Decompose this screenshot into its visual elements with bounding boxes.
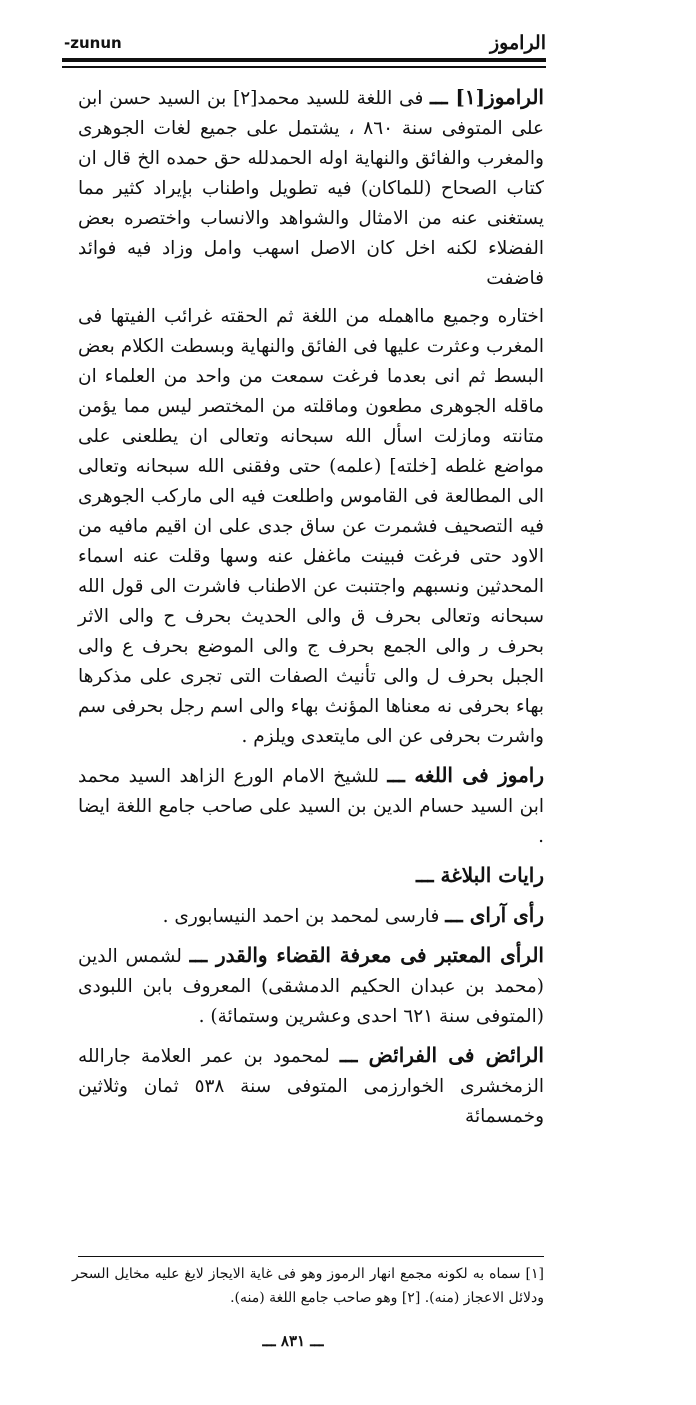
entry-text: للشيخ الامام الورع الزاهد السيد محمد ابن السيد حسام الدين بن السيد على صاحب جامع اللغة ايضا .: [78, 766, 544, 847]
entry-text: اختاره وجميع مااهمله من اللغة ثم الحقته غرائب الفيتها فى المغرب وعثرت عليها فى الفائق والنهاية وبسطت الكلام بعض البسط ثم انى بعدما فرغت سمعت من واحد من العلماء ان ماقله الجوهرى مطعون وماقلته من المختصر ليس مما يؤمن متانته ومازلت اسأل الله سبحانه وتعالى ان يطلعنى على مواضع غلطه [خلته] (علمه) حتى وفقنى الله سبحانه وتعالى الى المطالعة فى القاموس واطلعت فيه الى مارکب الجوهرى فيه التصحيف فشمرت عن ساق جدى على ان اقيم مافيه من الاود حتى فرغت فبينت ماغفل عنه وسها وقلت عنه اسماء المحدثين ونسبهم واجتنبت عن الاطناب فاشرت الى قول الله سبحانه وتعالى بحرف ق والى الحديث بحرف ح والى الاثر بحرف ر والى الجمع بحرف ج والى الموضع بحرف ع والى الجبل بحرف ل والى تأنيث الصفات التى تجرى على مذكرها بهاء بحرفى نه معناها المؤنث بهاء والى اسم رجل بحرفى سم واشرت بحرفى عن الى مايتعدى ويلزم .: [78, 306, 544, 747]
entry-paragraph: [78, 940, 544, 1032]
entry-paragraph: [78, 302, 544, 752]
entry-heading: الرأى المعتبر فى معرفة القضاء والقدر ـــ: [189, 943, 544, 967]
running-header-title: الراموز: [490, 32, 546, 54]
entry-paragraph: [78, 82, 544, 294]
running-header-left: -zunun: [64, 34, 122, 52]
entry-heading: الرائض فى الفرائض ـــ: [339, 1043, 544, 1067]
entry-text: فارسى لمحمد بن احمد النيسابورى .: [162, 906, 440, 927]
footnote-divider: [78, 1256, 544, 1257]
main-text: [78, 82, 544, 1140]
footnotes: [١] سماه به لكونه مجمع انهار الرموز وهو فى غاية الايجاز لايغ عليه مخايل السحر ودلائل الاعجاز (منه). [٢] وهو صاحب جامع اللغة (منه).: [72, 1266, 544, 1306]
entry-paragraph: [78, 900, 544, 932]
entry-text: لمحمود بن عمر العلامة جارالله الزمخشرى الخوارزمى المتوفى سنة ٥٣٨ ثمان وثلاثين وخمسمائة: [78, 1046, 544, 1127]
header-rule-thick: [62, 58, 546, 62]
entry-paragraph: [78, 760, 544, 852]
entry-heading: الراموز[١] ـــ: [430, 85, 544, 109]
header-rule-thin: [62, 66, 546, 68]
entry-text: لشمس الدين (محمد بن عبدان الحكيم الدمشقى) المعروف بابن اللبودى (المتوفى سنة ٦٢١ احدى وعشرين وستمائة) .: [78, 946, 544, 1027]
entry-paragraph: [78, 1040, 544, 1132]
entry-heading: راموز فى اللغه ـــ: [387, 763, 544, 787]
page-number: ـــ ٨٣١ ـــ: [262, 1332, 324, 1350]
centered-entry-heading: رايات البلاغة ـــ: [415, 863, 544, 887]
entry-text: فى اللغة للسيد محمد[٢] بن السيد حسن ابن على المتوفى سنة ٨٦٠ ، يشتمل على جميع لغات الجوهرى والمغرب والفائق والنهاية اوله الحمدلله حق حمده الخ قال ان كتاب الصحاح (للماكان) فيه تطويل واطناب بإيراد كثير مما يستغنى عنه من الامثال والشواهد والانساب واختصره بعض الفضلاء لكنه اخل كان الاصل اسهب وامل وزاد فيه فوائد فاضفت: [78, 88, 544, 289]
entry-heading: رأى آراى ـــ: [445, 903, 544, 927]
